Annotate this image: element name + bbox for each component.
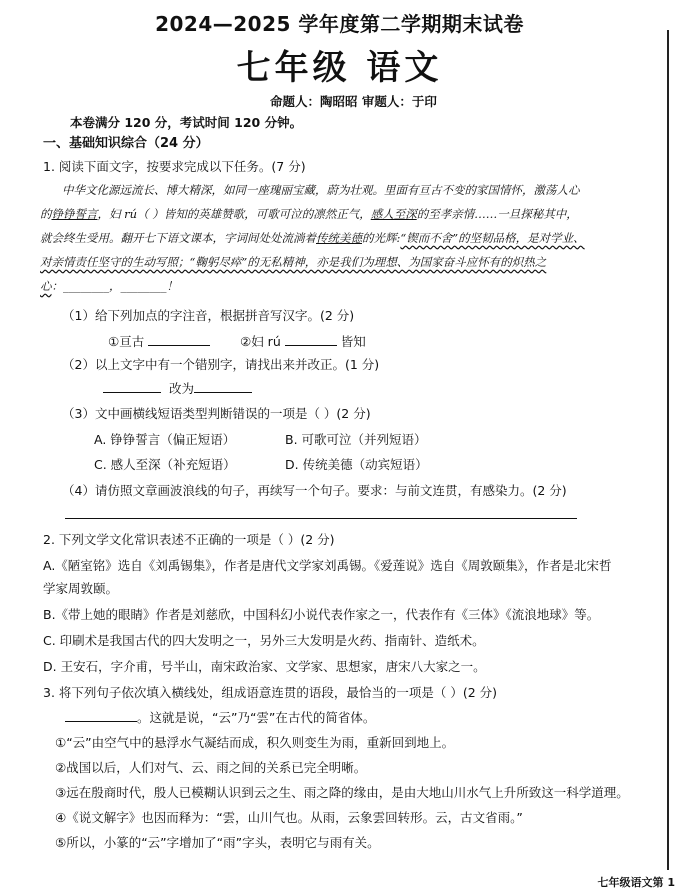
q2-option-b[interactable]: B.《带上她的眼睛》作者是刘慈欣，中国科幻小说代表作家之一，代表作有《三体》《流浪地球》等。 [43, 607, 600, 622]
q1-stem: 1. 阅读下面文字，按要求完成以下任务。(7 分) [43, 159, 306, 174]
answer-blank-gengu[interactable] [148, 333, 210, 346]
answer-blank-wrong-char[interactable] [103, 380, 161, 393]
q1-option-d[interactable]: D. 传统美德（动宾短语） [285, 457, 428, 472]
answer-blank-q3[interactable] [65, 709, 137, 722]
q1-sub3: （3）文中画横线短语类型判断错误的一项是（ ）(2 分) [62, 406, 371, 421]
phrase-zhengzheng: 铮铮誓言 [51, 207, 98, 221]
q3-sentence-2: ②战国以后，人们对气、云、雨之间的关系已完全明晰。 [55, 760, 367, 775]
q1-sub1-b: ②妇 rú 皆知 [240, 334, 366, 349]
passage-line-3: 就会终生受用。翻开七下语文课本，字词间处处流淌着传统美德的光辉:“锲而不舍”的坚韧品格，是对学业、 [40, 231, 585, 245]
q1-sub1: （1）给下列加点的字注音，根据拼音写汉字。(2 分) [62, 308, 355, 323]
q2-option-c[interactable]: C. 印刷术是我国古代的四大发明之一，另外三大发明是火药、指南针、造纸术。 [43, 633, 485, 648]
wavy-sentence-part1: “锲而不舍”的坚韧品格，是对学业、 [400, 231, 585, 245]
q1-sub2-answer: 改为 [103, 379, 252, 397]
fill-blanks[interactable]: ：________，________！ [51, 279, 178, 293]
wavy-sentence-part2: 对亲情责任坚守的生动写照；“鞠躬尽瘁”的无私精神，亦是我们为理想、为国家奋斗应怀有的炽热之 [40, 255, 547, 269]
q2-option-a[interactable]: A.《陋室铭》选自《刘禹锡集》，作者是唐代文学家刘禹锡。《爱莲说》选自《周敦颐集》，作者是北宋哲 [43, 558, 612, 573]
passage-line-2: 的铮铮誓言，妇 rú（ ）皆知的英雄赞歌，可歌可泣的凛然正气，感人至深的至孝亲情……一旦探秘其中， [40, 207, 578, 221]
phrase-ganren: 感人至深 [370, 207, 417, 221]
q3-sentence-1: ①“云”由空气中的悬浮水气凝结而成，积久则变生为雨，重新回到地上。 [55, 735, 455, 750]
answer-line-sub4[interactable] [65, 518, 577, 519]
q1-sub2: （2）以上文字中有一个错别字，请找出来并改正。(1 分) [62, 357, 380, 372]
page-edge-line [667, 30, 669, 870]
q3-lead: 。这就是说，“云”乃“雲”在古代的简省体。 [65, 708, 375, 726]
q3-sentence-5: ⑤所以，小篆的“云”字增加了“雨”字头，表明它与雨有关。 [55, 835, 380, 850]
answer-blank-correct-char[interactable] [194, 380, 252, 393]
q1-sub1-a: ①亘古 [108, 332, 210, 350]
q2-option-a-cont: 学家周敦颐。 [43, 581, 119, 596]
q3-sentence-3: ③远在殷商时代，殷人已模糊认识到云之生、雨之降的缘由，是由大地山川水气上升所致这一科学道理。 [55, 785, 629, 800]
exam-note: 本卷满分 120 分，考试时间 120 分钟。 [70, 115, 303, 130]
exam-authors: 命题人：陶昭昭 审题人：于印 [270, 94, 437, 109]
page-footer: 七年级语文第 1 [597, 876, 675, 889]
section-heading: 一、基础知识综合（24 分） [43, 136, 209, 151]
q2-option-d[interactable]: D. 王安石，字介甫，号半山，南宋政治家、文学家、思想家，唐宋八大家之一。 [43, 659, 486, 674]
q1-passage [40, 178, 655, 298]
passage-line-5: 心：________，________！ [40, 279, 178, 293]
q1-option-c[interactable]: C. 感人至深（补充短语） [94, 457, 236, 472]
q1-option-a[interactable]: A. 铮铮誓言（偏正短语） [94, 432, 236, 447]
q3-sentence-4: ④《说文解字》也因而释为：“雲，山川气也。从雨，云象雲回转形。云，古文省雨。” [55, 810, 523, 825]
passage-line-1: 中华文化源远流长、博大精深，如同一座瑰丽宝藏，蔚为壮观。里面有亘古不变的家国情怀，激荡人心 [62, 183, 580, 197]
q1-sub4: （4）请仿照文章画波浪线的句子，再续写一个句子。要求：与前文连贯，有感染力。(2 分) [62, 483, 567, 498]
q1-option-b[interactable]: B. 可歌可泣（并列短语） [285, 432, 427, 447]
q2-stem: 2. 下列文学文化常识表述不正确的一项是（ ）(2 分) [43, 532, 335, 547]
phrase-chuantong: 传统美德 [316, 231, 362, 245]
answer-blank-ru[interactable] [285, 333, 337, 346]
q3-stem: 3. 将下列句子依次填入横线处，组成语意连贯的语段，最恰当的一项是（ ）(2 分) [43, 685, 498, 700]
exam-subtitle: 七年级 语文 [236, 48, 443, 88]
exam-title: 2024—2025 学年度第二学期期末试卷 [155, 12, 524, 36]
